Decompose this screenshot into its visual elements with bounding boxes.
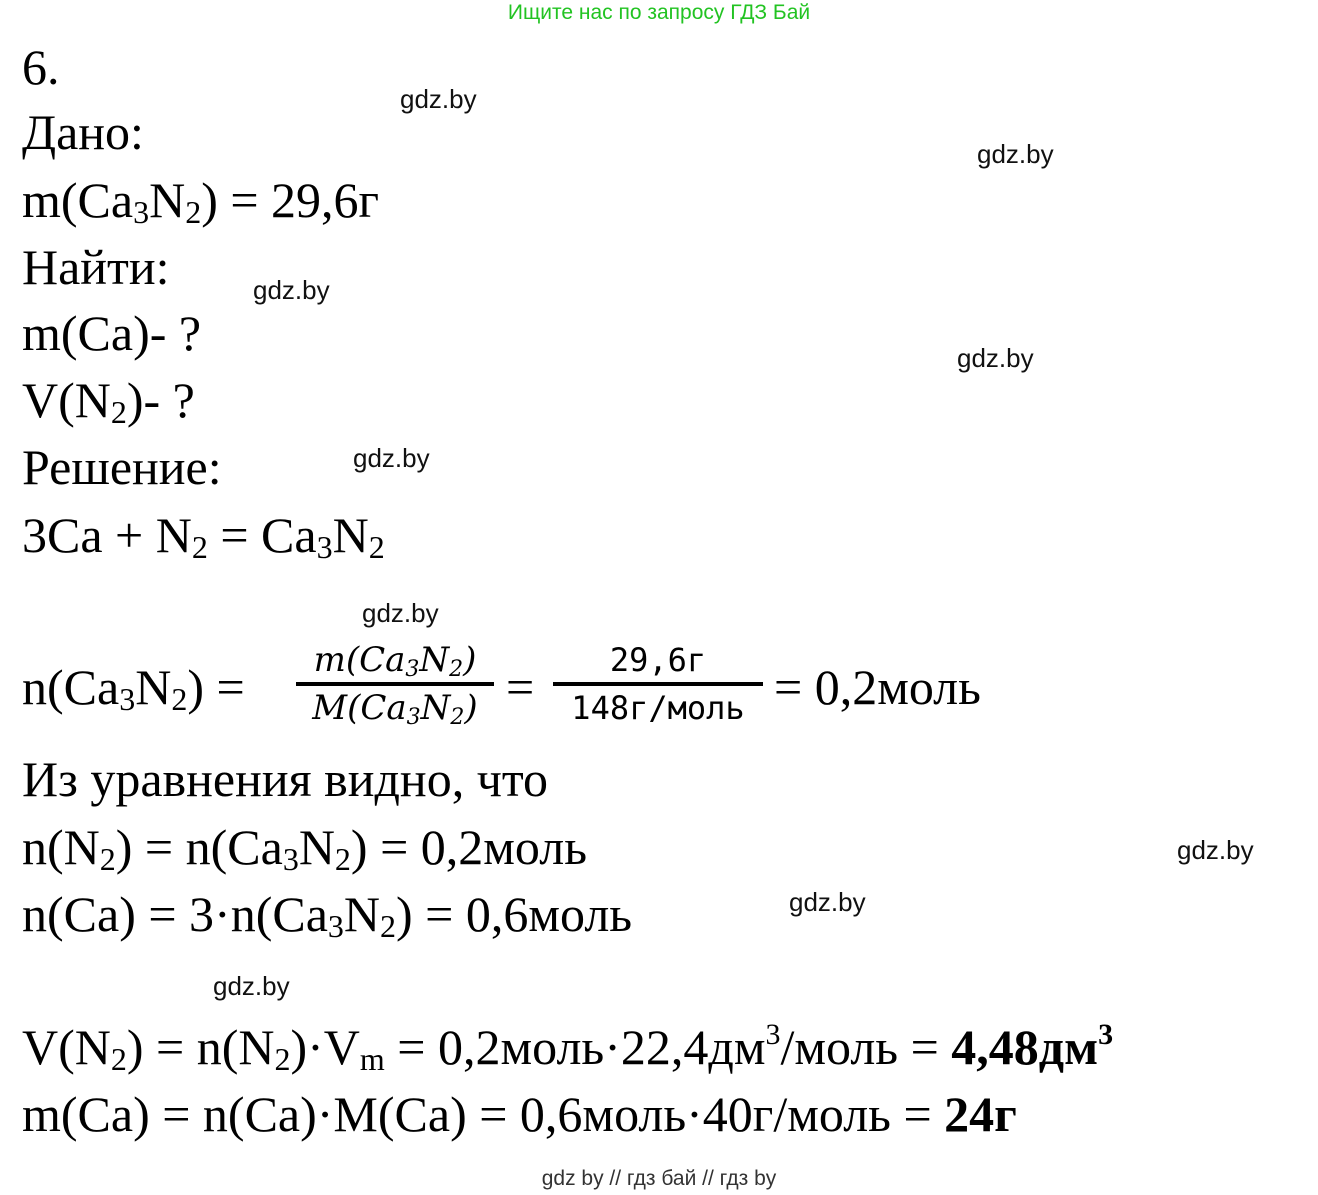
- find-label: Найти:: [22, 239, 170, 295]
- problem-number: 6.: [22, 39, 60, 95]
- mass-over-molar-mass-fraction: [296, 638, 494, 730]
- moles-lhs: $n(Ca_3N_2)$ =: [22, 659, 245, 717]
- reaction-equation: $3Ca + N_2 = Ca_3N_2$: [22, 507, 385, 565]
- fraction-denominator: $M(Ca_3N_2)$: [312, 688, 478, 730]
- nitrogen-moles-line: $n(N_2) = n(Ca_3N_2)$ = 0,2моль: [22, 819, 588, 877]
- watermark: gdz.by: [957, 343, 1034, 373]
- numeric-fraction: [553, 638, 763, 730]
- watermark: gdz.by: [400, 84, 477, 114]
- calcium-moles-line: $n(Ca) = 3\cdot n(Ca_3N_2)$ = 0,6моль: [22, 886, 633, 944]
- fraction-denominator: 148г/моль: [571, 689, 745, 727]
- note-line: Из уравнения видно, что: [22, 751, 549, 807]
- watermark: gdz.by: [353, 443, 430, 473]
- moles-result: = 0,2моль: [774, 659, 981, 715]
- watermark: gdz.by: [789, 887, 866, 917]
- equals-sign: =: [506, 659, 535, 715]
- fraction-numerator: 29,6г: [609, 641, 707, 679]
- watermark: gdz.by: [1177, 835, 1254, 865]
- calcium-mass-line: m(Ca) = n(Ca)·M(Ca) = 0,6моль·40г/моль = 24г: [22, 1086, 1017, 1142]
- fraction-numerator: $m(Ca_3N_2)$: [313, 640, 477, 682]
- watermark: gdz.by: [213, 971, 290, 1001]
- given-line: $m(Ca_3N_2) = 29,6г$: [22, 172, 380, 230]
- volume-answer: $4,48дм^3$: [951, 1018, 1114, 1075]
- find-line-nitrogen: $V(N_2)-$ ?: [22, 372, 195, 430]
- promo-header: Ищите нас по запросу ГДЗ Бай: [507, 1, 811, 24]
- watermark: gdz.by: [977, 139, 1054, 169]
- watermark: gdz.by: [362, 598, 439, 628]
- mass-answer: 24г: [944, 1086, 1017, 1142]
- footer-watermark: gdz by // гдз бай // гдз by: [541, 1167, 777, 1190]
- nitrogen-volume-line: $V(N_2) = n(N_2)\cdot V_m$ = $0,2моль\cdot 22,4дм^3$/моль = $4,48дм^3$: [22, 1018, 1114, 1077]
- watermark: gdz.by: [253, 275, 330, 305]
- given-label: Дано:: [22, 104, 144, 160]
- find-line-calcium: m(Ca)- ?: [22, 305, 202, 361]
- solution-label: Решение:: [22, 439, 222, 495]
